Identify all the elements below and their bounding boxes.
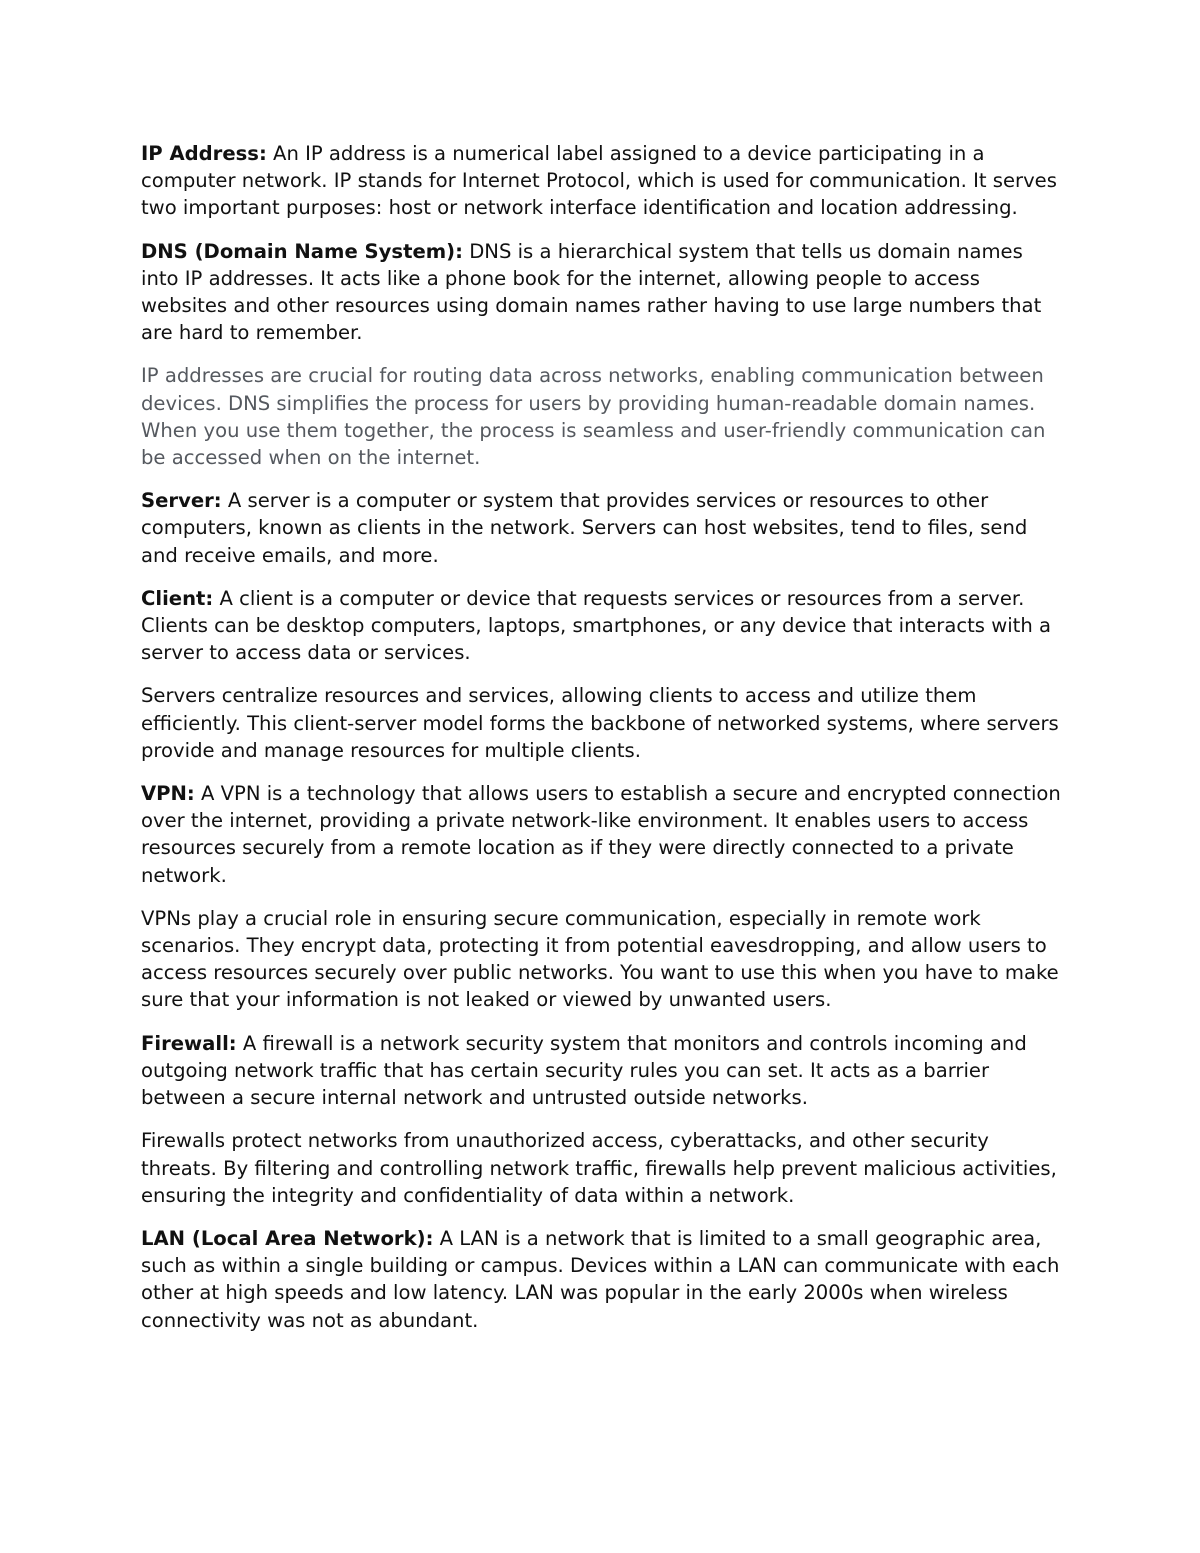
paragraph-ip-dns-summary bbox=[141, 362, 1066, 471]
definition-server: A server is a computer or system that provides services or resources to other computers, known as clients in the network. Servers can host websites, tend to files, send and receive emails, and more. bbox=[141, 489, 1028, 567]
paragraph-firewall bbox=[141, 1030, 1066, 1112]
paragraph-vpn bbox=[141, 780, 1066, 889]
summary-vpn: VPNs play a crucial role in ensuring secure communication, especially in remote work scenarios. They encrypt data, protecting it from potential eavesdropping, and allow users to access resources securely over public networks. You want to use this when you have to make sure that your information is not leaked or viewed by unwanted users. bbox=[141, 906, 1059, 1012]
summary-ip-dns: IP addresses are crucial for routing data across networks, enabling communication between devices. DNS simplifies the process for users by providing human-readable domain names. When you use them together, the process is seamless and user-friendly communication can be accessed when on the internet. bbox=[141, 364, 1046, 470]
paragraph-client bbox=[141, 585, 1066, 667]
term-lan: LAN (Local Area Network): bbox=[141, 1226, 434, 1250]
paragraph-vpn-summary bbox=[141, 905, 1066, 1014]
term-server: Server: bbox=[141, 489, 222, 513]
paragraph-client-server-summary bbox=[141, 682, 1066, 764]
definition-lan: A LAN is a network that is limited to a small geographic area, such as within a single building or campus. Devices within a LAN can communicate with each other at high speeds and low latency. LAN was popular in the early 2000s when wireless connectivity was not as abundant. bbox=[141, 1226, 1060, 1332]
summary-firewall: Firewalls protect networks from unauthorized access, cyberattacks, and other security threats. By filtering and controlling network traffic, firewalls help prevent malicious activities, ensuring the integrity and confidentiality of data within a network. bbox=[141, 1129, 1057, 1207]
term-dns: DNS (Domain Name System): bbox=[141, 239, 463, 263]
summary-client-server: Servers centralize resources and services, allowing clients to access and utilize them efficiently. This client-server model forms the backbone of networked systems, where servers provide and manage resources for multiple clients. bbox=[141, 684, 1059, 762]
paragraph-lan bbox=[141, 1225, 1066, 1334]
term-client: Client: bbox=[141, 586, 214, 610]
term-firewall: Firewall: bbox=[141, 1031, 237, 1055]
definition-firewall: A firewall is a network security system that monitors and controls incoming and outgoing network traffic that has certain security rules you can set. It acts as a barrier between a secure internal network and untrusted outside networks. bbox=[141, 1031, 1027, 1110]
definition-vpn: A VPN is a technology that allows users to establish a secure and encrypted connection over the internet, providing a private network-like environment. It enables users to access resources securely from a remote location as if they were directly connected to a private network. bbox=[141, 782, 1061, 887]
definition-ip-address: An IP address is a numerical label assigned to a device participating in a computer network. IP stands for Internet Protocol, which is used for communication. It serves two important purposes: host or network interface identification and location addressing. bbox=[141, 142, 1057, 220]
term-ip-address: IP Address: bbox=[141, 142, 267, 165]
paragraph-firewall-summary bbox=[141, 1127, 1066, 1209]
paragraph-dns bbox=[141, 238, 1066, 347]
definition-dns: DNS is a hierarchical system that tells us domain names into IP addresses. It acts like a phone book for the internet, allowing people to access websites and other resources using domain names rather having to use large numbers that are hard to remember. bbox=[141, 239, 1042, 345]
paragraph-ip-address bbox=[141, 140, 1066, 222]
document-body bbox=[141, 140, 1066, 1350]
term-vpn: VPN: bbox=[141, 782, 195, 806]
definition-client: A client is a computer or device that requests services or resources from a server. Clients can be desktop computers, laptops, smartphones, or any device that interacts with a server to access data or services. bbox=[141, 586, 1052, 665]
paragraph-server bbox=[141, 487, 1066, 569]
